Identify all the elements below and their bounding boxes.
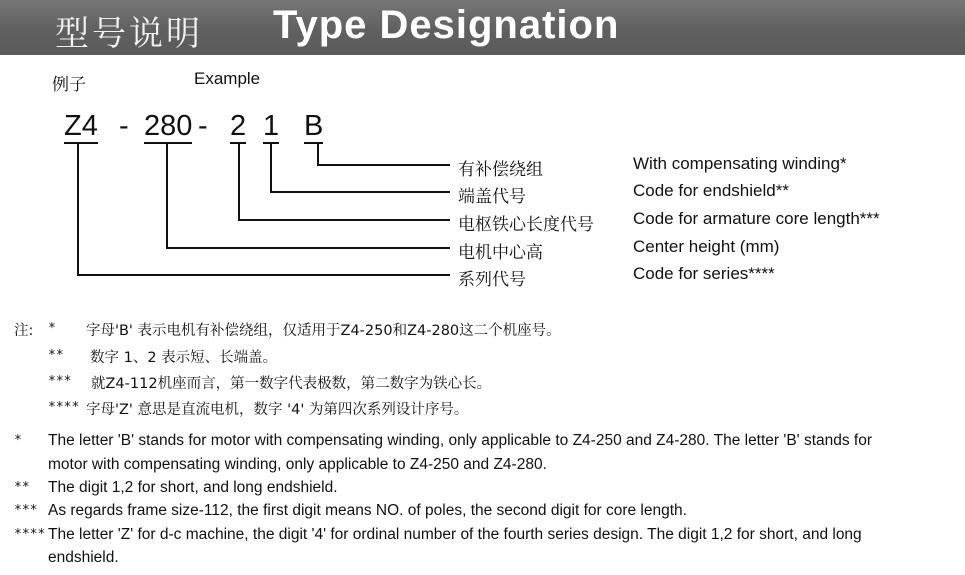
- legend-en-endshield: Code for endshield**: [633, 181, 789, 200]
- header-title-en: Type Designation: [273, 3, 620, 47]
- note-en-line-4b: endshield.: [48, 549, 119, 566]
- note-cn-text-3: 就Z4-112机座而言，第一数字代表极数，第二数字为铁心长。: [91, 376, 492, 392]
- note-cn-text-2: 数字 1、2 表示短、长端盖。: [90, 350, 278, 366]
- code-series: Z4: [64, 110, 98, 142]
- example-label-en: Example: [194, 69, 261, 88]
- legend-en-series: Code for series****: [633, 264, 775, 283]
- note-cn-stars-2: **: [48, 348, 64, 363]
- note-en-stars-4: ****: [14, 527, 46, 542]
- note-en-stars-2: **: [14, 480, 30, 495]
- header-title-cn: 型号说明: [55, 14, 203, 54]
- note-en-line-2: The digit 1,2 for short, and long endshield.: [48, 479, 338, 496]
- note-cn-stars-4: ****: [48, 400, 80, 415]
- code-endshield: 1: [263, 110, 280, 142]
- code-separator-1: -: [119, 110, 129, 142]
- note-en-line-1a: The letter 'B' stands for motor with compensating winding, only applicable to Z4-250 and Z4-280. The letter 'B' stands for: [48, 432, 873, 449]
- legend-cn-center-height: 电机中心高: [458, 243, 543, 262]
- connector-center-height: [167, 143, 450, 248]
- code-separator-2: -: [198, 110, 208, 142]
- legend-cn-core-length: 电枢铁心长度代号: [458, 215, 594, 234]
- connector-series: [78, 143, 450, 275]
- code-core-length: 2: [230, 110, 247, 142]
- note-en-stars-1: *: [14, 433, 22, 448]
- note-en-stars-3: ***: [14, 503, 38, 518]
- note-cn-text-1: 字母'B' 表示电机有补偿绕组，仅适用于Z4-250和Z4-280这二个机座号。: [86, 323, 561, 339]
- connector-compensating: [318, 143, 450, 165]
- legend-cn-compensating: 有补偿绕组: [458, 160, 543, 179]
- note-cn-stars-3: ***: [48, 374, 72, 389]
- legend-en-center-height: Center height (mm): [633, 237, 780, 256]
- notes-cn-prefix: 注:: [14, 323, 34, 339]
- note-en-line-3: As regards frame size-112, the first digit means NO. of poles, the second digit for core length.: [48, 502, 687, 519]
- code-center-height: 280: [144, 110, 193, 142]
- note-en-line-1b: motor with compensating winding, only applicable to Z4-250 and Z4-280.: [48, 456, 547, 473]
- legend-en-compensating: With compensating winding*: [633, 154, 847, 173]
- note-cn-stars-1: *: [48, 321, 56, 336]
- connector-endshield: [271, 143, 450, 192]
- note-cn-text-4: 字母'Z' 意思是直流电机，数字 '4' 为第四次系列设计序号。: [86, 402, 469, 418]
- legend-cn-endshield: 端盖代号: [458, 187, 526, 206]
- legend-cn-series: 系列代号: [458, 270, 526, 289]
- example-label-cn: 例子: [52, 75, 86, 94]
- code-compensating: B: [304, 110, 324, 142]
- note-en-line-4a: The letter 'Z' for d-c machine, the digit '4' for ordinal number of the fourth series design. The digit 1,2 for short, and long: [48, 526, 862, 543]
- legend-en-core-length: Code for armature core length***: [633, 209, 880, 228]
